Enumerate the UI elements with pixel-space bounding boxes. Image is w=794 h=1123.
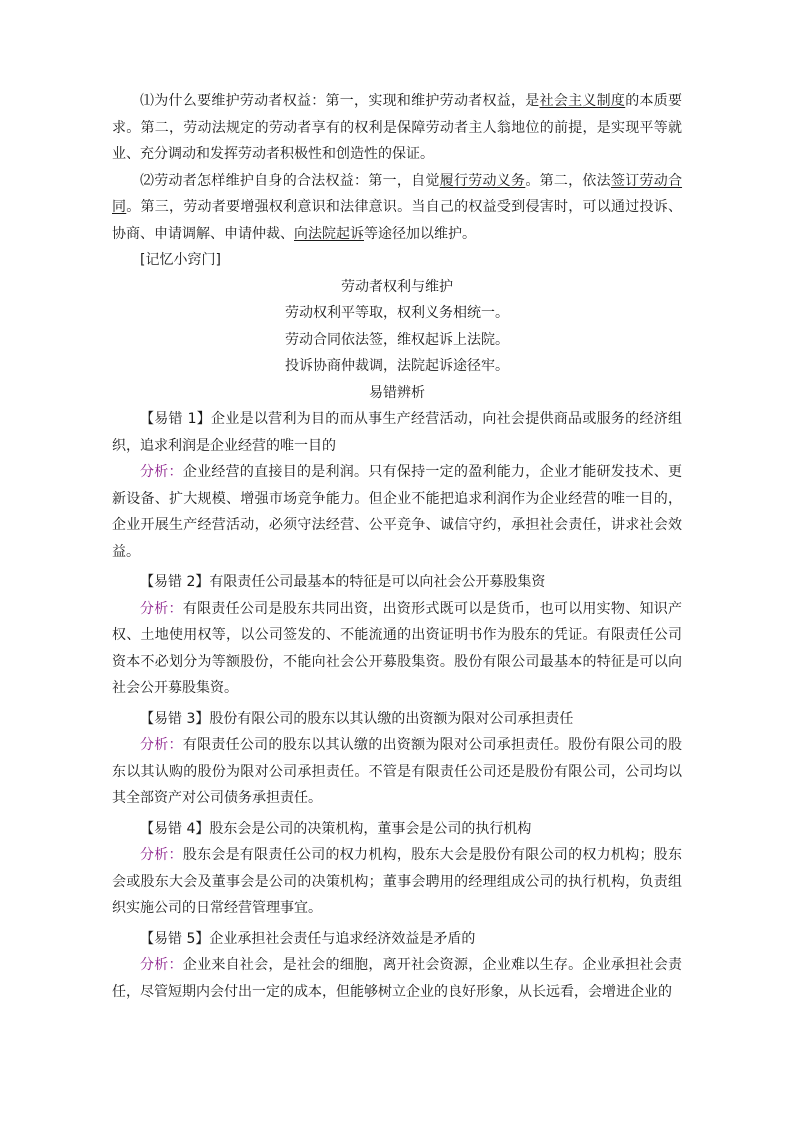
text-segment: ⑵劳动者怎样维护自身的合法权益：第一，自觉: [140, 172, 440, 189]
memory-tip-line: 劳动合同依法签，维权起诉上法院。: [285, 331, 509, 348]
analysis-label: 分析：: [140, 464, 183, 480]
analysis-label: 分析：: [140, 600, 183, 617]
error-tag: 【易错 4】: [140, 820, 210, 837]
error-tag: 【易错 3】: [140, 710, 210, 727]
analysis-text: 企业来自社会，是社会的细胞，离开社会资源，企业难以生存。企业承担社会责任，尽管短期内会付出一定的成本，但能够树立企业的良好形象，从长远看，会增进企业的: [112, 957, 682, 1000]
error-analysis: [112, 952, 682, 1005]
document-page: [112, 88, 682, 1005]
analysis-text: 有限责任公司的股东以其认缴的出资额为限对公司承担责任。股份有限公司的股东以其认购的股份为限对公司承担责任。不管是有限责任公司还是股份有限公司，公司均以其全部资产对公司债务承担责任。: [112, 737, 682, 806]
text-segment: 的本质要求。第二，劳动法规定的劳动者享有的权利是保障劳动者主人翁地位的前提，是实现平等就业、充分调动和发挥劳动者积极性和创造性的保证。: [112, 93, 683, 162]
error-text: 股份有限公司的股东以其认缴的出资额为限对公司承担责任: [209, 710, 574, 727]
error-tag: 【易错 1】: [140, 411, 212, 427]
error-analysis: [112, 596, 682, 702]
analysis-label: 分析：: [140, 847, 183, 863]
underlined-term: 履行劳动义务: [439, 172, 526, 189]
error-statement: [112, 406, 682, 459]
error-text: 企业承担社会责任与追求经济效益是矛盾的: [209, 930, 476, 947]
memory-tip-title: 劳动者权利与维护: [341, 278, 453, 295]
analysis-text: 股东会是有限责任公司的权力机构，股东大会是股份有限公司的权力机构；股东会或股东大会及董事会是公司的决策机构；董事会聘用的经理组成公司的执行机构，负责组织实施公司的日常经营管理事宜。: [112, 847, 682, 916]
memory-tip-line: 投诉协商仲裁调，法院起诉途径牢。: [285, 358, 509, 374]
error-text: 有限责任公司最基本的特征是可以向社会公开募股集资: [209, 574, 546, 590]
error-tag: 【易错 2】: [140, 574, 210, 590]
error-text: 企业是以营利为目的而从事生产经营活动，向社会提供商品或服务的经济组织，追求利润是企业经营的唯一目的: [112, 411, 683, 454]
error-text: 股东会是公司的决策机构，董事会是公司的执行机构: [209, 820, 532, 837]
paragraph-how-protect-rights: [112, 168, 682, 248]
error-statement: [112, 569, 682, 596]
text-segment: 。第三，劳动者要增强权利意识和法律意识。当自己的权益受到侵害时，可以通过投诉、协商、申请调解、申请仲裁、: [112, 199, 683, 242]
analysis-text: 企业经营的直接目的是利润。只有保持一定的盈利能力，企业才能研发技术、更新设备、扩大规模、增强市场竞争能力。但企业不能把追求利润作为企业经营的唯一目的，企业开展生产经营活动，必须守法经营、公平竞争、诚信守约，承担社会责任，讲求社会效益。: [112, 464, 682, 560]
error-tag: 【易错 5】: [140, 930, 210, 947]
analysis-label: 分析：: [140, 737, 183, 753]
error-statement: [112, 926, 682, 953]
paragraph-why-protect-rights: [112, 88, 682, 168]
underlined-term: 社会主义制度: [539, 93, 626, 109]
error-statement: [112, 706, 682, 733]
error-statement: [112, 816, 682, 843]
error-analysis: [112, 459, 682, 565]
text-segment: ⑴为什么要维护劳动者权益：第一，实现和维护劳动者权益，是: [140, 93, 540, 109]
underlined-term: 向法院起诉: [294, 225, 364, 242]
memory-tip-label: [记忆小窍门]: [140, 252, 221, 268]
analysis-text: 有限责任公司是股东共同出资，出资形式既可以是货币，也可以用实物、知识产权、土地使用权等，以公司签发的、不能流通的出资证明书作为股东的凭证。有限责任公司资本不必划分为等额股份，不能向社会公开募股集资。股份有限公司最基本的特征是可以向社会公开募股集资。: [112, 600, 682, 696]
underlined-term: 签订劳动合同: [112, 172, 683, 215]
text-segment: 等途径加以维护。: [364, 225, 476, 242]
analysis-label: 分析：: [140, 957, 183, 973]
errors-section-title: 易错辨析: [369, 384, 425, 401]
memory-tip-line: 劳动权利平等取，权利义务相统一。: [285, 305, 509, 321]
error-analysis: [112, 732, 682, 812]
text-segment: 。第二，依法: [525, 172, 611, 189]
error-analysis: [112, 842, 682, 922]
